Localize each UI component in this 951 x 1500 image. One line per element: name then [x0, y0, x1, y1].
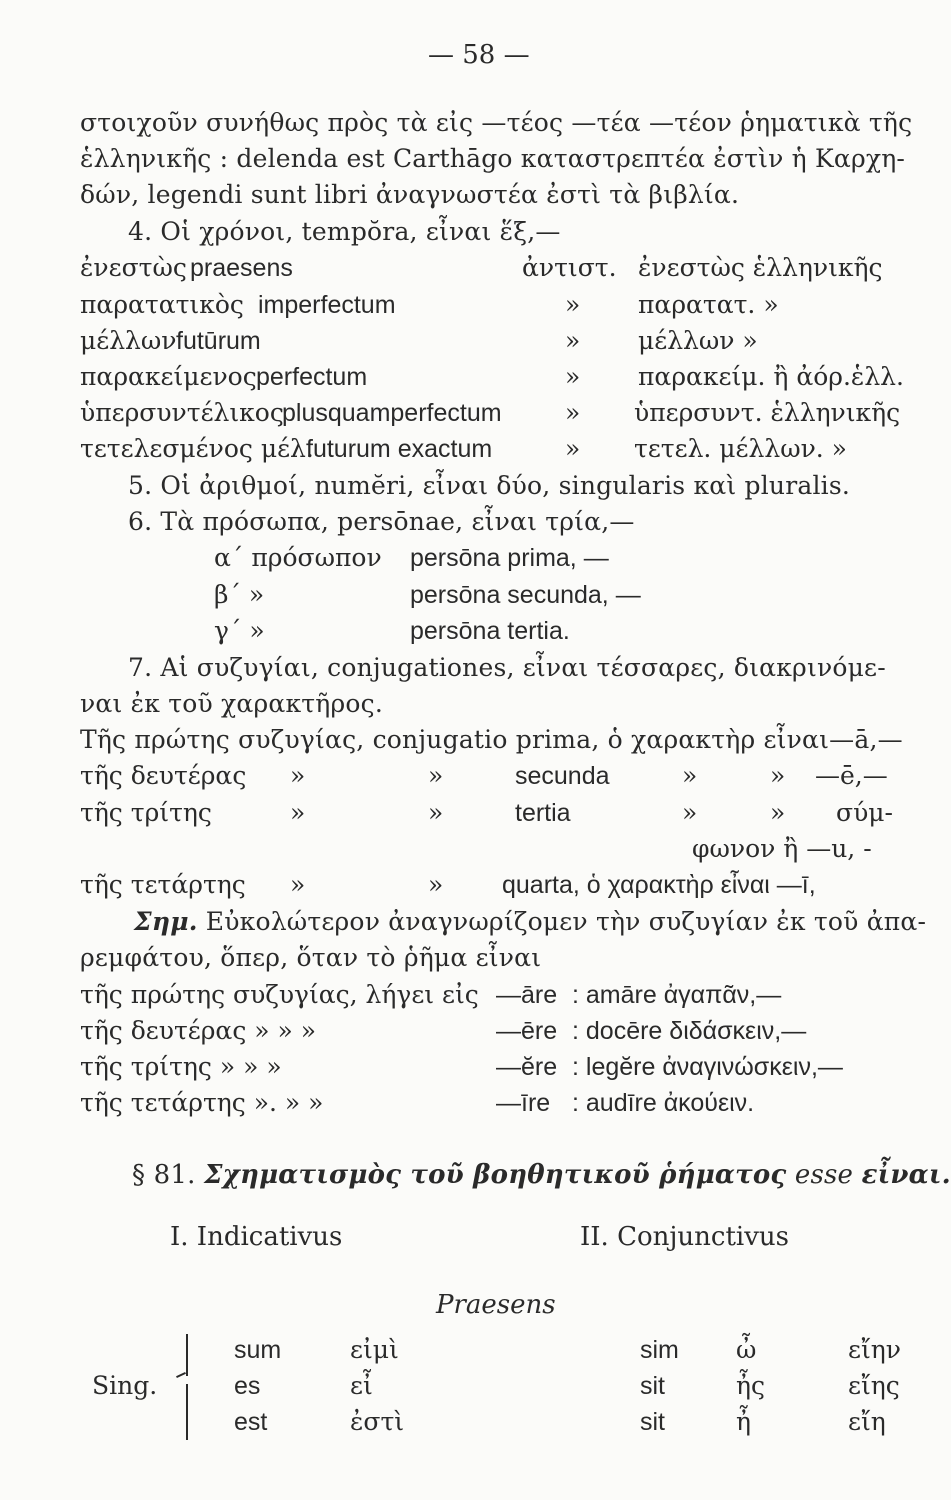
intro-line-1: στοιχοῦν συνήθως πρὸς τὰ εἰς —τέος —τέα —τέον ῥηματικὰ τῆς: [80, 108, 913, 137]
brace-upper: [186, 1334, 188, 1376]
tense-heading: Praesens: [436, 1290, 556, 1320]
mood-indicativus: I. Indicativus: [170, 1222, 343, 1252]
note-line-2: ρεμφάτου, ὅπερ, ὅταν τὸ ῥῆμα εἶναι: [80, 943, 542, 972]
mood-conjunctivus: II. Conjunctivus: [580, 1222, 790, 1252]
note-line-1: Σημ. Εὐκολώτερον ἀναγνωρίζομεν τὴν συζυγίαν ἐκ τοῦ ἀπα-: [134, 907, 927, 936]
section-5: 5. Οἱ ἀριθμοί, numĕri, εἶναι δύο, singularis καὶ pluralis.: [128, 471, 851, 500]
page-number: — 58 —: [428, 40, 530, 70]
conjugation-first: Τῆς πρώτης συζυγίας, conjugatio prima, ὁ χαρακτὴρ εἶναι—ā,—: [80, 725, 903, 754]
conjugation-cont: φωνον ἢ —u, -: [692, 834, 872, 863]
section-7-heading-cont: ναι ἐκ τοῦ χαρακτῆρος.: [80, 689, 383, 718]
intro-line-3: δών, legendi sunt libri ἀναγνωστέα ἐστὶ τὰ βιβλία.: [80, 180, 740, 209]
intro-line-2: ἑλληνικῆς : delenda est Carthāgo καταστρεπτέα ἐστὶν ἡ Καρχη-: [80, 144, 906, 173]
section-6-heading: 6. Τὰ πρόσωπα, persōnae, εἶναι τρία,—: [128, 507, 635, 536]
section-4-heading: 4. Οἱ χρόνοι, tempŏra, εἶναι ἕξ,—: [128, 217, 561, 246]
section-81-heading: § 81. Σχηματισμὸς τοῦ βοηθητικοῦ ῥήματος esse εἶναι.: [132, 1160, 951, 1190]
note-label: Σημ.: [134, 907, 198, 936]
number-label: Sing.: [92, 1371, 158, 1400]
section-7-heading: 7. Αἱ συζυγίαι, conjugationes, εἶναι τέσσαρες, διακρινόμε-: [128, 653, 886, 682]
brace-tip: [176, 1372, 186, 1378]
brace-lower: [186, 1384, 188, 1440]
